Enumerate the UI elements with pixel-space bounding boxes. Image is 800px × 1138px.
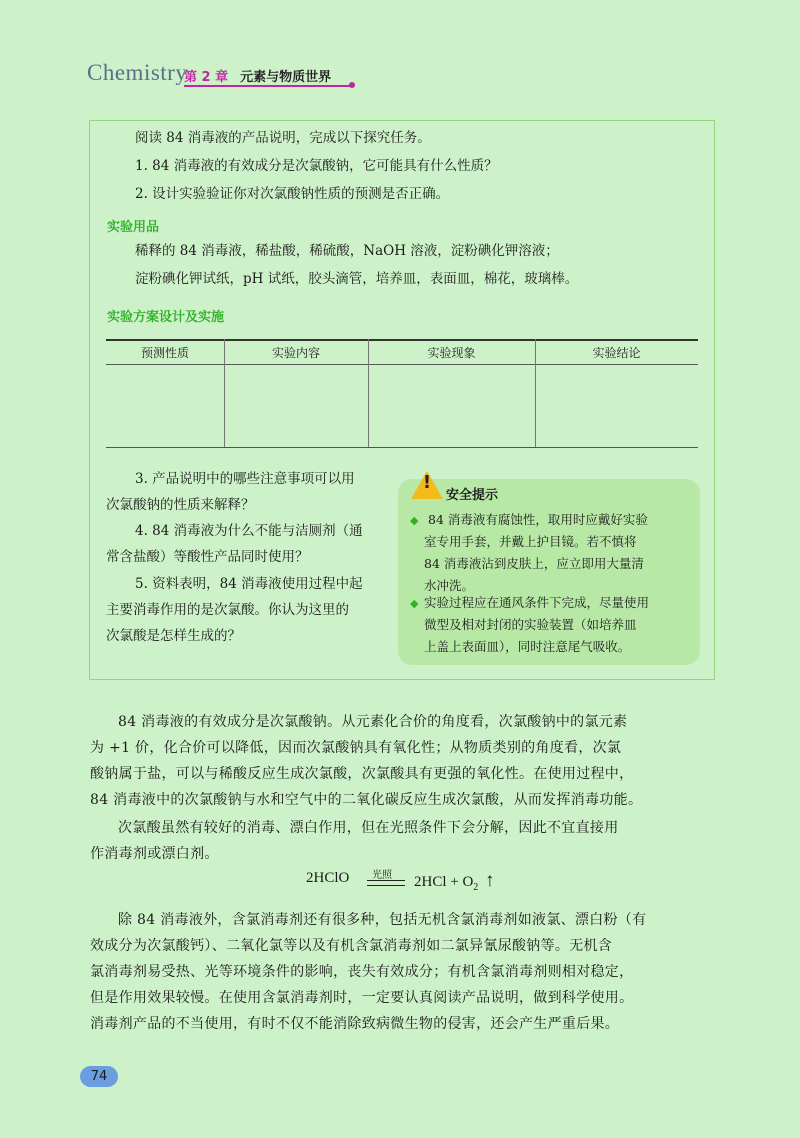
materials-line-1: 稀释的 84 消毒液，稀盐酸，稀硫酸，NaOH 溶液，淀粉碘化钾溶液； <box>135 243 559 259</box>
safety-item-1-line-4: 水冲洗。 <box>424 578 475 593</box>
materials-title: 实验用品 <box>107 220 160 235</box>
question-4-line-2: 常含盐酸）等酸性产品同时使用？ <box>106 549 309 565</box>
question-5-line-3: 次氯酸是怎样生成的？ <box>106 628 241 644</box>
question-3-line-2: 次氯酸钠的性质来解释？ <box>106 497 255 513</box>
design-title: 实验方案设计及实施 <box>107 310 225 325</box>
header-dot <box>349 82 355 88</box>
header-underline <box>184 85 354 87</box>
table-header-phenomenon: 实验现象 <box>427 346 476 360</box>
table-top-rule <box>106 339 698 341</box>
paragraph-3-line-3: 氯消毒剂易受热、光等环境条件的影响，丧失有效成分；有机含氯消毒剂则相对稳定， <box>90 964 634 980</box>
subject-title: Chemistry <box>87 60 188 85</box>
safety-item-2-line-1: 实验过程应在通风条件下完成，尽量使用 <box>424 595 650 610</box>
chapter-heading <box>184 66 331 85</box>
bullet-icon: ◆ <box>410 514 419 527</box>
warning-mark: ! <box>422 472 432 493</box>
safety-item-2-line-2: 微型及相对封闭的实验装置（如培养皿 <box>424 617 637 632</box>
paragraph-3-line-5: 消毒剂产品的不当使用，有时不仅不能消除致病微生物的侵害，还会产生严重后果。 <box>90 1016 620 1032</box>
equation-double-line <box>367 880 405 886</box>
safety-item-1-line-3: 84 消毒液沾到皮肤上，应立即用大量清 <box>424 556 644 571</box>
paragraph-1-line-4: 84 消毒液中的次氯酸钠与水和空气中的二氧化碳反应生成次氯酸，从而发挥消毒功能。 <box>90 792 643 808</box>
paragraph-2-line-2: 作消毒剂或漂白剂。 <box>90 846 219 862</box>
question-5-line-2: 主要消毒作用的是次氯酸。你认为这里的 <box>106 602 349 618</box>
equation-condition: 光照 <box>372 870 392 881</box>
paragraph-3-line-4: 但是作用效果较慢。在使用含氯消毒剂时，一定要认真阅读产品说明，做到科学使用。 <box>90 990 634 1006</box>
safety-item-1-line-2: 室专用手套，并戴上护目镜。若不慎将 <box>424 534 637 549</box>
page-number: 74 <box>80 1066 118 1087</box>
safety-title: 安全提示 <box>446 488 499 503</box>
question-3-line-1: 3. 产品说明中的哪些注意事项可以用 <box>135 471 355 487</box>
table-header-prediction: 预测性质 <box>140 346 189 360</box>
question-5-line-1: 5. 资料表明，84 消毒液使用过程中起 <box>135 576 363 592</box>
table-header-content: 实验内容 <box>271 346 320 360</box>
table-header-rule <box>106 364 698 365</box>
gas-arrow-icon: ↑ <box>485 870 495 891</box>
chapter-title: 元素与物质世界 <box>240 70 332 85</box>
task-1: 1. 84 消毒液的有效成分是次氯酸钠，它可能具有什么性质？ <box>135 158 498 174</box>
task-2: 2. 设计实验验证你对次氯酸钠性质的预测是否正确。 <box>135 186 450 202</box>
activity-intro: 阅读 84 消毒液的产品说明，完成以下探究任务。 <box>135 130 431 146</box>
question-4-line-1: 4. 84 消毒液为什么不能与洁厕剂（通 <box>135 523 363 539</box>
chapter-number: 第 2 章 <box>184 70 229 85</box>
paragraph-3-line-2: 效成分为次氯酸钙）、二氧化氯等以及有机含氯消毒剂如二氯异氰尿酸钠等。无机含 <box>90 938 613 954</box>
table-header-conclusion: 实验结论 <box>592 346 641 360</box>
materials-line-2: 淀粉碘化钾试纸，pH 试纸，胶头滴管，培养皿，表面皿，棉花，玻璃棒。 <box>135 271 579 287</box>
paragraph-1-line-1: 84 消毒液的有效成分是次氯酸钠。从元素化合价的角度看，次氯酸钠中的氯元素 <box>118 714 628 730</box>
equation-left: 2HClO <box>306 870 350 886</box>
safety-item-2-line-3: 上盖上表面皿），同时注意尾气吸收。 <box>424 639 631 654</box>
paragraph-2-line-1: 次氯酸虽然有较好的消毒、漂白作用，但在光照条件下会分解，因此不宜直接用 <box>118 820 619 836</box>
paragraph-1-line-2: 为 +1 价，化合价可以降低，因而次氯酸钠具有氧化性；从物质类别的角度看，次氯 <box>90 740 622 756</box>
safety-item-1-line-1: 84 消毒液有腐蚀性，取用时应戴好实验 <box>428 512 648 527</box>
bullet-icon: ◆ <box>410 597 419 610</box>
paragraph-3-line-1: 除 84 消毒液外，含氯消毒剂还有很多种，包括无机含氯消毒剂如液氯、漂白粉（有 <box>118 912 647 928</box>
equation-right <box>414 870 495 893</box>
equation-subscript: 2 <box>473 882 479 893</box>
paragraph-1-line-3: 酸钠属于盐，可以与稀酸反应生成次氯酸，次氯酸具有更强的氧化性。在使用过程中， <box>90 766 634 782</box>
equation-products: 2HCl + O <box>414 874 474 890</box>
table-bottom-rule <box>106 447 698 448</box>
